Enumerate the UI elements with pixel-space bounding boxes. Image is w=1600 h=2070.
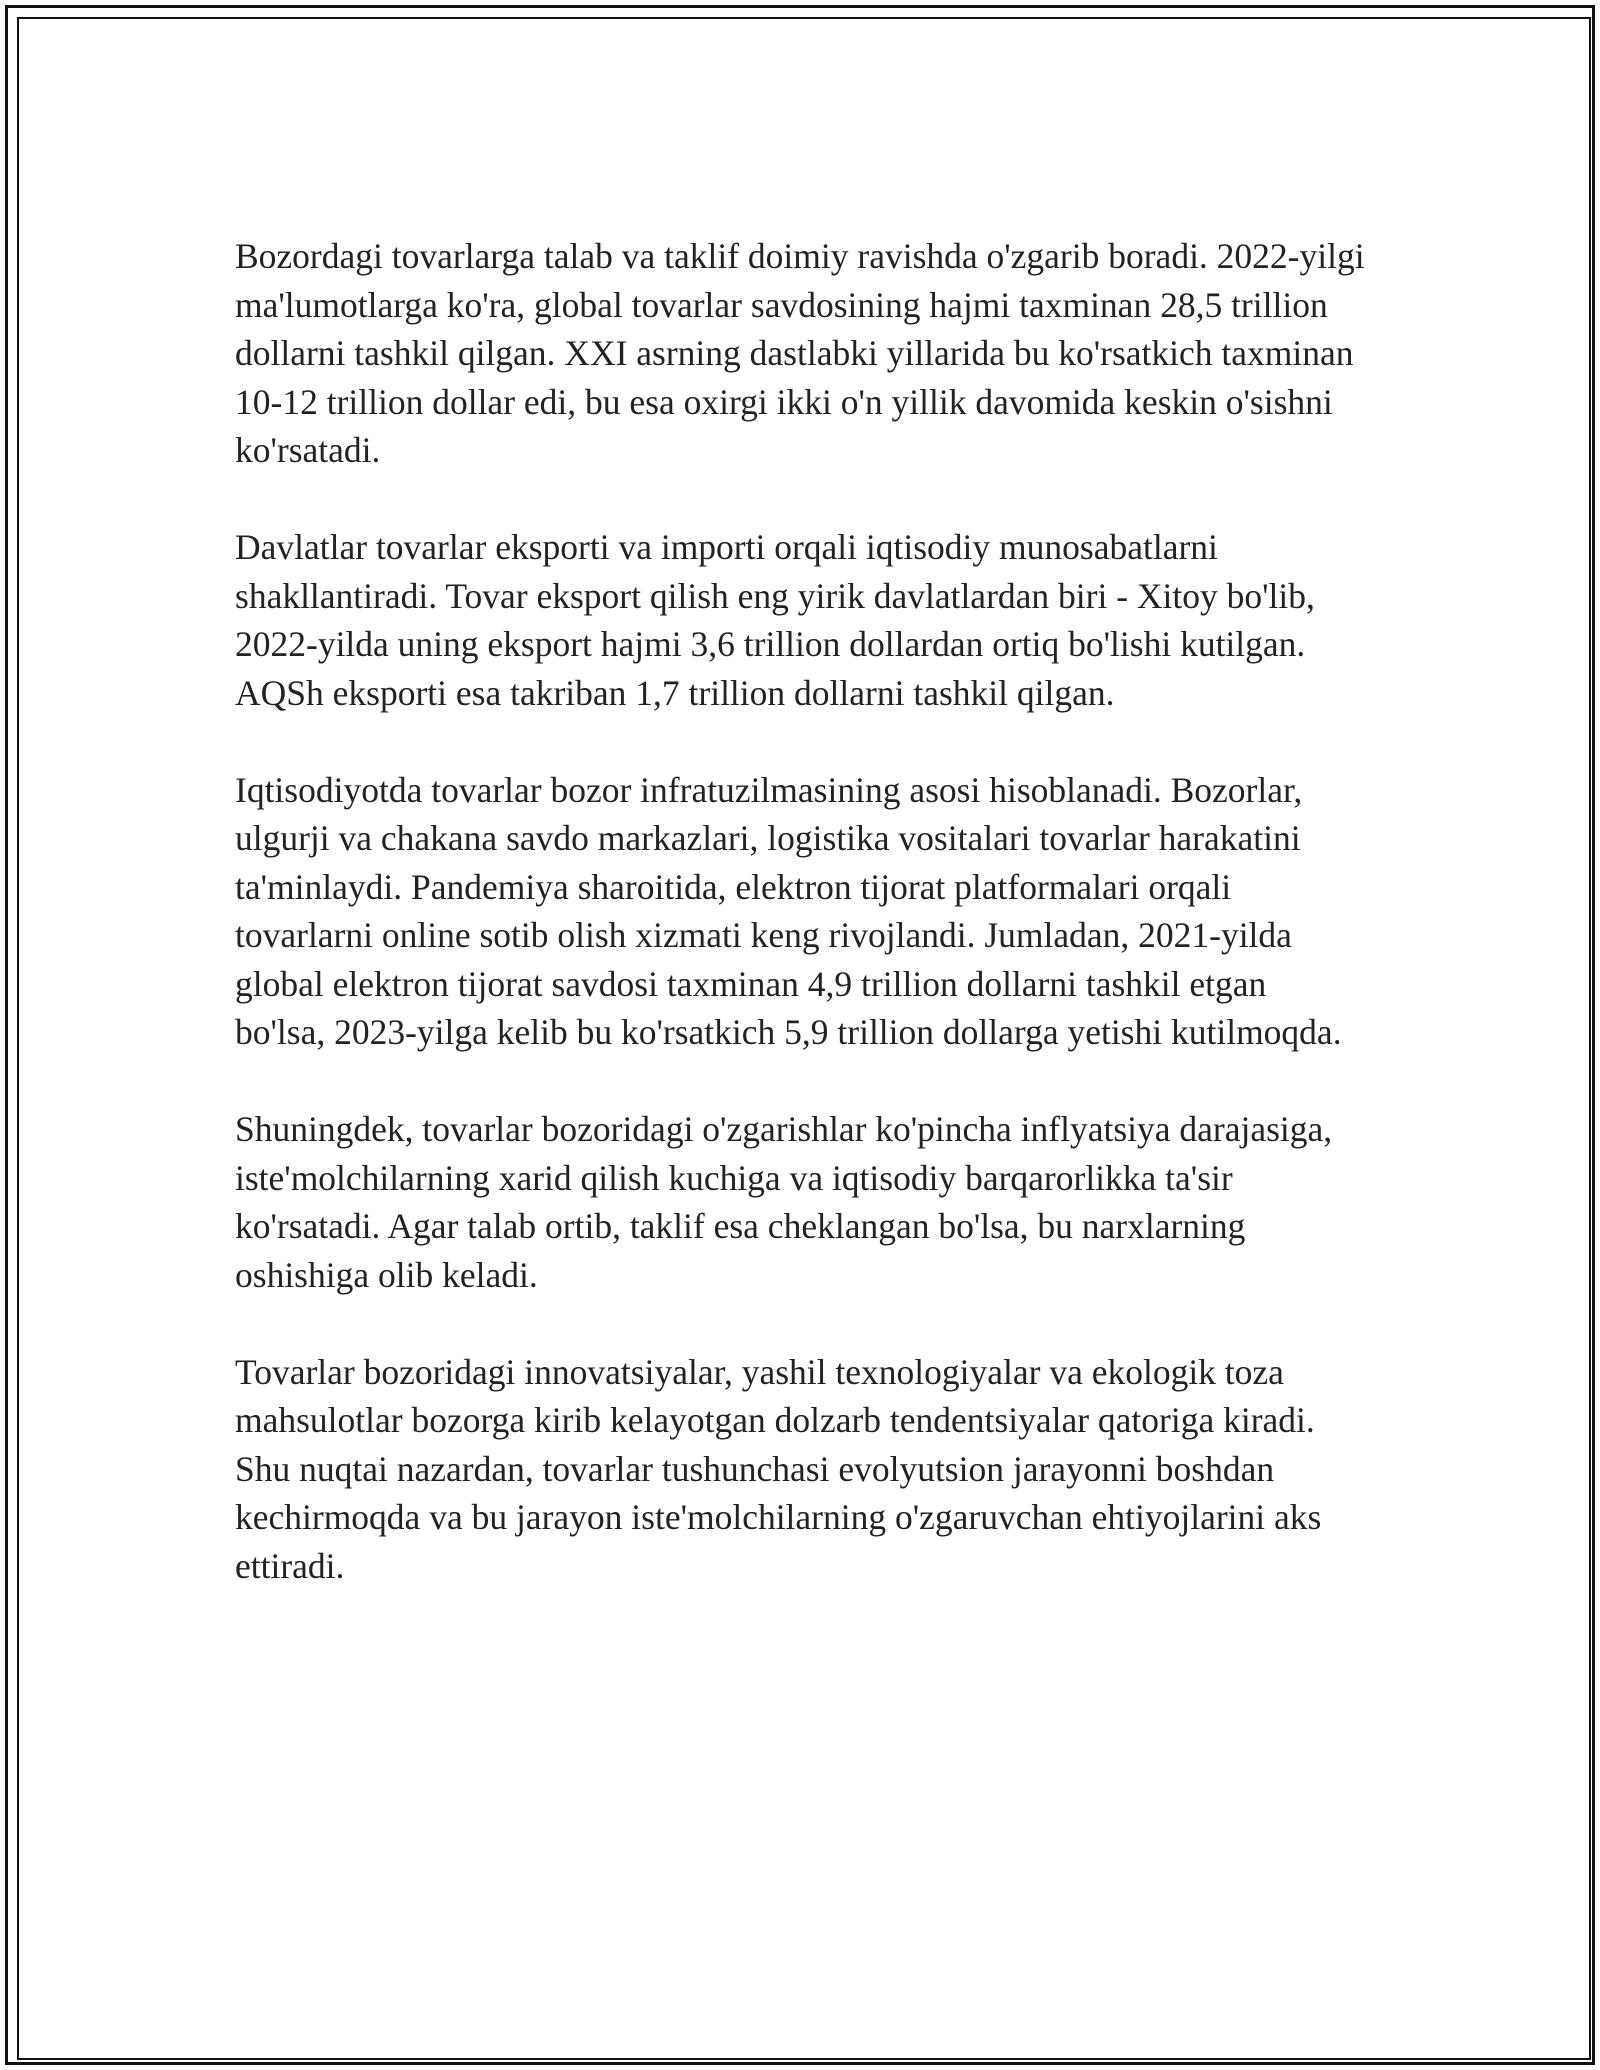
- document-body: [235, 232, 1365, 1639]
- paragraph-4: Shuningdek, tovarlar bozoridagi o'zgarishlar ko'pincha inflyatsiya darajasiga, iste'molchilarning xarid qilish kuchiga va iqtisodiy barqarorlikka ta'sir ko'rsatadi. Agar talab ortib, taklif esa cheklangan bo'lsa, bu narxlarning oshishiga olib keladi.: [235, 1109, 1333, 1295]
- paragraph-1: Bozordagi tovarlarga talab va taklif doimiy ravishda o'zgarib boradi. 2022-yilgi ma'lumotlarga ko'ra, global tovarlar savdosining hajmi taxminan 28,5 trillion dollarni tashkil qilgan. XXI asrning dastlabki yillarida bu ko'rsatkich taxminan 10-12 trillion dollar edi, bu esa oxirgi ikki o'n yillik davomida keskin o'sishni ko'rsatadi.: [235, 236, 1365, 470]
- paragraph-2: Davlatlar tovarlar eksporti va importi orqali iqtisodiy munosabatlarni shakllantiradi. Tovar eksport qilish eng yirik davlatlardan biri - Xitoy bo'lib, 2022-yilda uning eksport hajmi 3,6 trillion dollardan ortiq bo'lishi kutilgan. AQSh eksporti esa takriban 1,7 trillion dollarni tashkil qilgan.: [235, 527, 1315, 713]
- paragraph-5: Tovarlar bozoridagi innovatsiyalar, yashil texnologiyalar va ekologik toza mahsulotlar bozorga kirib kelayotgan dolzarb tendentsiyalar qatoriga kiradi. Shu nuqtai nazardan, tovarlar tushunchasi evolyutsion jarayonni boshdan kechirmoqda va bu jarayon iste'molchilarning o'zgaruvchan ehtiyojlarini aks ettiradi.: [235, 1351, 1322, 1586]
- paragraph-3: Iqtisodiyotda tovarlar bozor infratuzilmasining asosi hisoblanadi. Bozorlar, ulgurji va chakana savdo markazlari, logistika vositalari tovarlar harakatini ta'minlaydi. Pandemiya sharoitida, elektron tijorat platformalari orqali tovarlarni online sotib olish xizmati keng rivojlandi. Jumladan, 2021-yilda global elektron tijorat savdosi taxminan 4,9 trillion dollarni tashkil etgan bo'lsa, 2023-yilga kelib bu ko'rsatkich 5,9 trillion dollarga yetishi kutilmoqda.: [235, 769, 1342, 1052]
